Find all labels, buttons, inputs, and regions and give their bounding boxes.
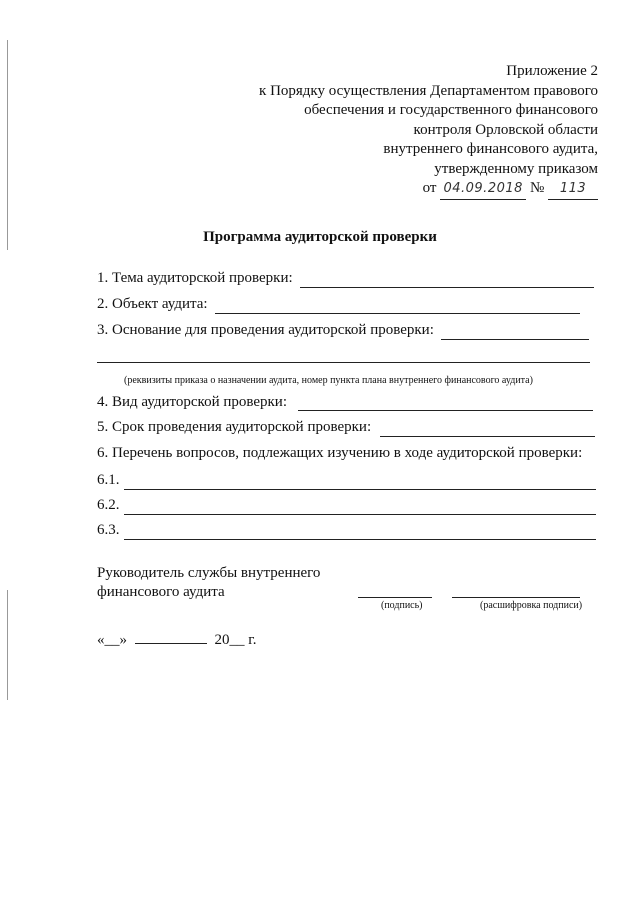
date-line xyxy=(97,632,256,649)
question-2-label: 6.2. xyxy=(97,497,120,513)
question-3-field[interactable] xyxy=(124,539,596,540)
signature-role-line2: финансового аудита xyxy=(97,584,225,600)
header-line: контроля Орловской области xyxy=(413,121,598,138)
period-label: 5. Срок проведения аудиторской проверки: xyxy=(97,419,372,435)
signature-field[interactable] xyxy=(358,597,432,598)
date-day[interactable]: «__» xyxy=(97,632,127,648)
basis-field[interactable] xyxy=(441,339,589,340)
basis-field-continuation[interactable] xyxy=(97,362,590,363)
type-field[interactable] xyxy=(298,410,593,411)
period-field[interactable] xyxy=(380,436,595,437)
signature-hint: (подпись) xyxy=(381,600,423,611)
order-reference xyxy=(218,179,598,200)
topic-field[interactable] xyxy=(300,287,594,288)
from-label: от xyxy=(422,180,437,196)
header-line: обеспечения и государственного финансового xyxy=(304,102,598,118)
number-label: № xyxy=(529,180,545,196)
object-label: 2. Объект аудита: xyxy=(97,296,208,312)
date-year[interactable]: 20__ xyxy=(214,632,245,648)
header-line: внутреннего финансового аудита, xyxy=(383,141,598,157)
header-line: Приложение 2 xyxy=(506,63,598,79)
signature-decode-field[interactable] xyxy=(452,597,580,598)
page-title: Программа аудиторской проверки xyxy=(203,229,437,245)
basis-hint: (реквизиты приказа о назначении аудита, номер пункта плана внутреннего финансового аудита) xyxy=(124,375,533,386)
question-2-field[interactable] xyxy=(124,514,596,515)
order-number: 113 xyxy=(548,179,598,200)
date-year-suffix: г. xyxy=(248,632,257,648)
object-field[interactable] xyxy=(215,313,580,314)
question-1-label: 6.1. xyxy=(97,472,120,488)
basis-label: 3. Основание для проведения аудиторской проверки: xyxy=(97,322,434,338)
scan-edge-line xyxy=(7,40,8,250)
header-line: утвержденному приказом xyxy=(434,160,598,177)
signature-decode-hint: (расшифровка подписи) xyxy=(480,600,583,611)
header-line: к Порядку осуществления Департаментом правового xyxy=(259,82,598,99)
order-date: 04.09.2018 xyxy=(440,179,526,200)
signature-role-line1: Руководитель службы внутреннего xyxy=(97,565,321,581)
date-month-field[interactable] xyxy=(135,643,207,644)
question-3-label: 6.3. xyxy=(97,522,120,538)
scan-edge-line xyxy=(7,590,8,700)
type-label: 4. Вид аудиторской проверки: xyxy=(97,394,288,410)
questions-label: 6. Перечень вопросов, подлежащих изучению в ходе аудиторской проверки: xyxy=(97,445,583,461)
topic-label: 1. Тема аудиторской проверки: xyxy=(97,270,293,286)
appendix-header xyxy=(218,62,598,200)
question-1-field[interactable] xyxy=(124,489,596,490)
